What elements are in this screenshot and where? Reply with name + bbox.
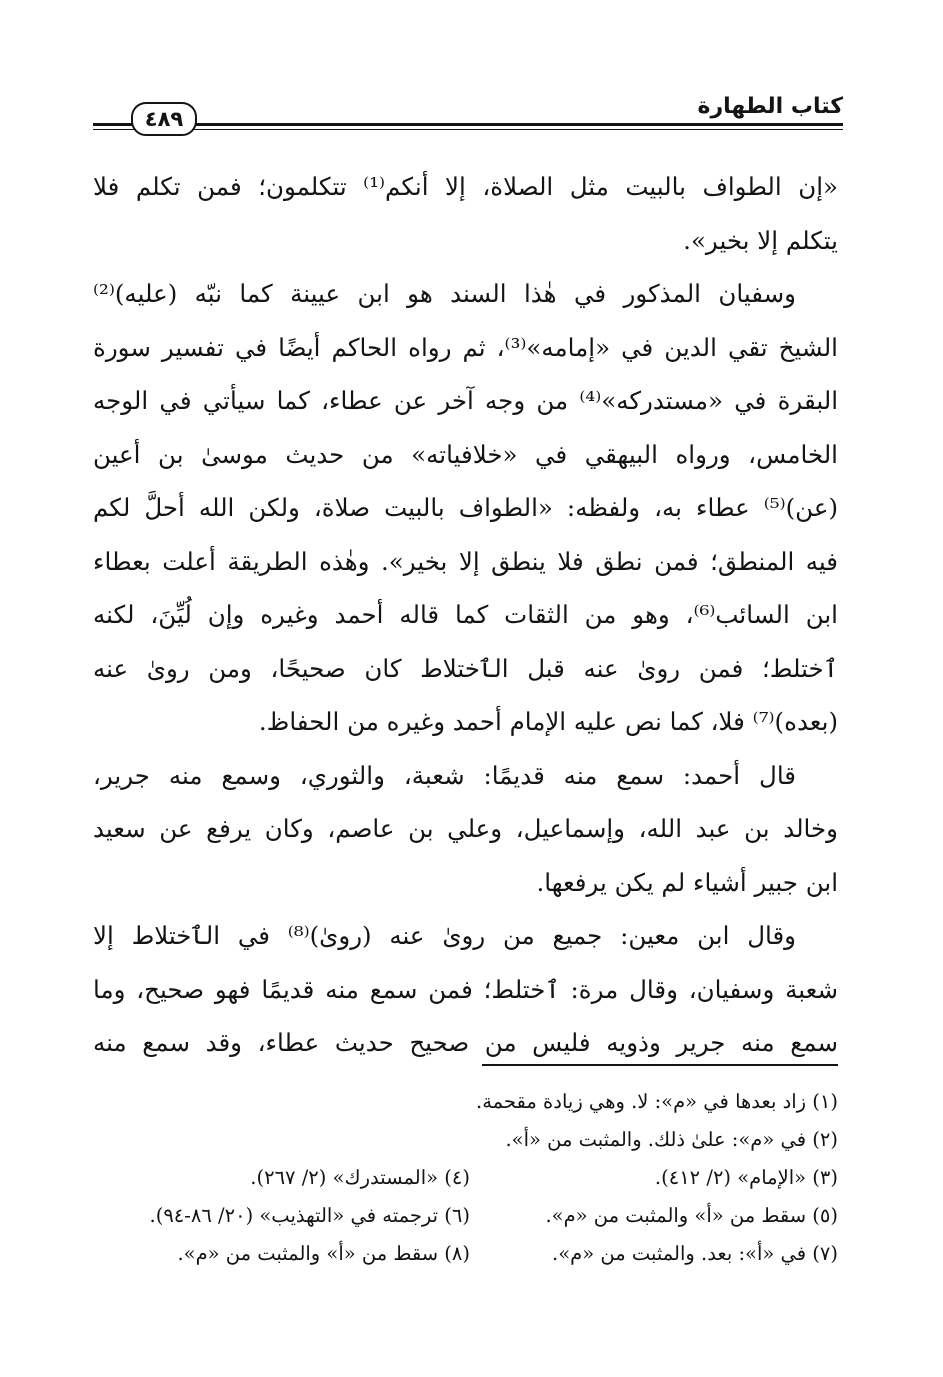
body-line: وسفيان المذكور في هٰذا السند هو ابن عيينة كما نبّه (عليه)⁽²⁾ <box>93 279 796 308</box>
body-line: «إن الطواف بالبيت مثل الصلاة، إلا أنكم⁽¹⁾ تتكلمون؛ فمن تكلم فلا <box>93 172 838 201</box>
footnote-row <box>93 1198 838 1236</box>
footnote-row <box>93 1084 838 1122</box>
footnote-5: (٥) سقط من «أ» والمثبت من «م». <box>545 1204 838 1227</box>
body-line: ابن جبير أشياء لم يكن يرفعها. <box>536 867 838 897</box>
body-line: الشيخ تقي الدين في «إمامه»⁽³⁾، ثم رواه الحاكم أيضًا في تفسير سورة <box>93 332 838 362</box>
footnote-7: (٧) في «أ»: بعد. والمثبت من «م». <box>552 1242 838 1265</box>
page-number: ٤٨٩ <box>131 102 197 136</box>
footnote-3: (٣) «الإمام» (٢/ ٤١٢). <box>654 1166 838 1189</box>
body-line: سمع منه جرير وذويه فليس من صحيح حديث عطاء، وقد سمع منه <box>93 1028 838 1057</box>
body-line: (بعده)⁽⁷⁾ فلا، كما نص عليه الإمام أحمد وغيره من الحفاظ. <box>258 707 838 736</box>
body-line: ابن السائب⁽⁶⁾، وهو من الثقات كما قاله أحمد وغيره وإن لُيِّنَ، لكنه <box>93 600 838 629</box>
footnote-2: (٢) في «م»: علىٰ ذلك. والمثبت من «أ». <box>505 1128 838 1151</box>
footnote-row <box>93 1122 838 1160</box>
body-line: فيه المنطق؛ فمن نطق فلا ينطق إلا بخير». وهٰذه الطريقة أعلت بعطاء <box>93 546 838 576</box>
footnote-4: (٤) «المستدرك» (٢/ ٢٦٧). <box>250 1166 470 1189</box>
running-header <box>93 92 843 137</box>
body-line: ٱختلط؛ فمن روىٰ عنه قبل الٱختلاط كان صحيحًا، ومن روىٰ عنه <box>93 653 838 683</box>
footnote-1: (١) زاد بعدها في «م»: لا. وهي زيادة مقحمة. <box>476 1090 838 1113</box>
body-line: قال أحمد: سمع منه قديمًا: شعبة، والثوري، وسمع منه جرير، <box>93 760 796 790</box>
body-line: الخامس، ورواه البيهقي في «خلافياته» من حديث موسىٰ بن أعين <box>93 439 838 469</box>
header-rule-thick <box>93 123 843 126</box>
body-line: وخالد بن عبد الله، وإسماعيل، وعلي بن عاصم، وكان يرفع عن سعيد <box>93 814 838 843</box>
footnote-row <box>93 1160 838 1198</box>
book-title: كتاب الطهارة <box>697 94 843 119</box>
footnote-row <box>93 1236 838 1274</box>
footnote-6: (٦) ترجمته في «التهذيب» (٢٠/ ٨٦-٩٤). <box>149 1204 470 1227</box>
header-rule-thin <box>93 129 843 130</box>
body-line: وقال ابن معين: جميع من روىٰ عنه (روىٰ)⁽⁸⁾ في الٱختلاط إلا <box>93 921 796 950</box>
body-text <box>93 160 838 1070</box>
footnote-separator <box>482 1064 838 1066</box>
footnote-8: (٨) سقط من «أ» والمثبت من «م». <box>177 1242 470 1265</box>
body-line: (عن)⁽⁵⁾ عطاء به، ولفظه: «الطواف بالبيت صلاة، ولكن الله أحلَّ لكم <box>93 493 838 522</box>
footnotes <box>93 1084 838 1274</box>
body-line: البقرة في «مستدركه»⁽⁴⁾ من وجه آخر عن عطاء، كما سيأتي في الوجه <box>93 386 838 415</box>
body-line: شعبة وسفيان، وقال مرة: ٱختلط؛ فمن سمع منه قديمًا فهو صحيح، وما <box>93 974 838 1004</box>
body-line: يتكلم إلا بخير». <box>683 225 838 255</box>
